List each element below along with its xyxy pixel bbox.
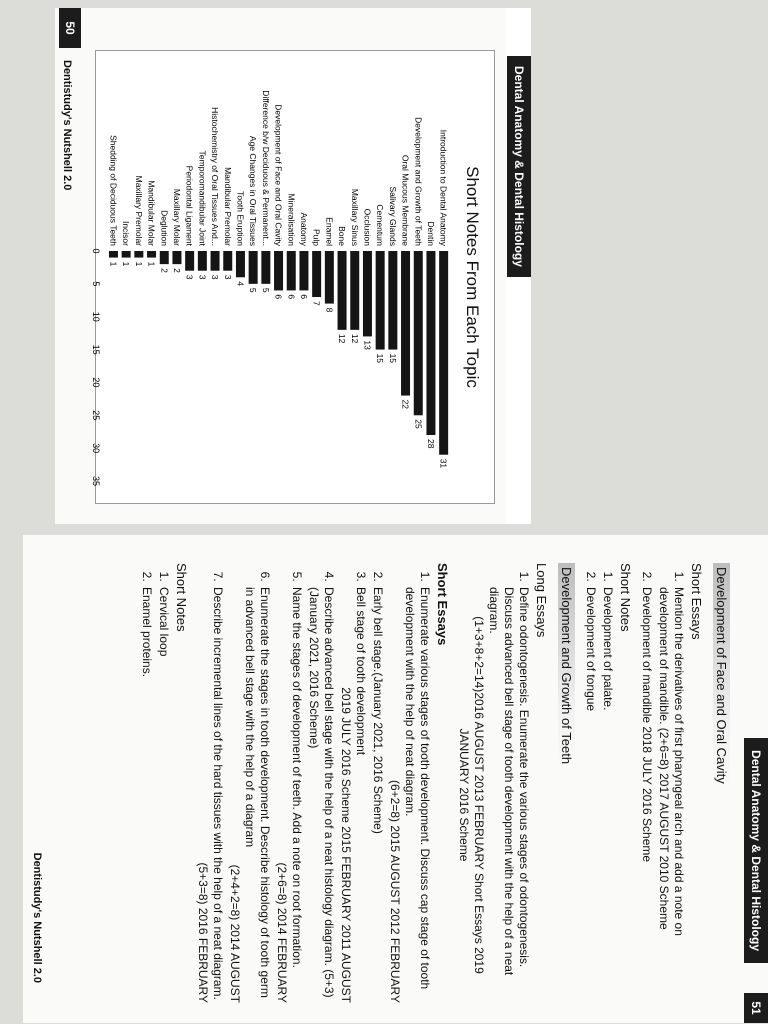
category-label: Tooth Eruption [235, 191, 246, 246]
right-page-content [137, 563, 736, 1003]
item-text: Describe advanced bell stage with the help of a neat histology diagram. (5+3) (January 2021, 2016 Scheme) [307, 587, 336, 998]
list-item [227, 585, 272, 1003]
left-page-number: 50 [59, 8, 81, 48]
item-ref: (1+3+8+2=14)2016 AUGUST 2013 FEBRUARY Short Essays 2019 JANUARY 2016 Scheme [457, 616, 486, 974]
data-label: 31 [438, 458, 449, 469]
data-label: 2 [171, 268, 182, 273]
data-label: 6 [273, 294, 284, 300]
section-title-teeth: Development and Growth of Teeth [558, 563, 575, 770]
category-label: Maxillary Molar [171, 188, 182, 246]
item-text: Early bell stage.(January 2021, 2016 Scheme) [371, 587, 385, 834]
tick-label: 15 [91, 344, 102, 355]
bar [325, 251, 334, 304]
tick-label: 35 [91, 475, 102, 487]
bar [223, 251, 232, 271]
category-label: Enamel [324, 217, 335, 246]
left-header-band [506, 8, 531, 524]
tick-label: 0 [91, 248, 102, 254]
data-label: 28 [425, 439, 436, 449]
category-label: Dentin [425, 221, 436, 246]
data-label: 7 [311, 301, 322, 306]
tick-label: 25 [91, 410, 102, 421]
data-label: 12 [349, 333, 360, 344]
list-item [370, 585, 385, 1003]
data-label: 15 [387, 353, 398, 364]
chart-frame [91, 50, 495, 504]
item-ref: (6+2=8) 2015 AUGUST 2012 FEBRUARY [388, 779, 402, 1003]
subhead-short-notes-2: Short Notes [174, 563, 189, 632]
item-text: Mention the derivatives of first pharyngeal arch and add a note on development of mandible. (2+6=8) 2017 AUGUST 2010 Scheme [657, 587, 686, 936]
data-label: 8 [324, 307, 335, 313]
bar [261, 251, 270, 284]
category-label: Deglution [159, 210, 170, 246]
data-label: 4 [235, 281, 246, 287]
item-text: Enumerate the stages in tooth development. Describe histology of tooth germ in advanced bell stage with the help of a diagram [243, 587, 272, 998]
tick-label: 20 [91, 377, 102, 388]
bar [401, 251, 410, 396]
tick-label: 30 [91, 443, 102, 454]
bar [287, 251, 296, 290]
list-short-essays-2 [195, 563, 432, 1003]
data-label: 1 [146, 261, 157, 267]
item-text: Define odontogenesis. Enumerate the various stages of odontogenesis. Discuss advanced bell stage of tooth development with the help of a neat diagram. [487, 587, 531, 976]
item-text: Enumerate various stages of tooth development. Discuss cap stage of tooth development with the help of neat diagram. [403, 587, 432, 990]
list-short-notes-1 [583, 563, 615, 1003]
data-label: 1 [121, 261, 132, 267]
list-short-essays-1 [639, 563, 686, 1003]
data-label: 3 [197, 274, 208, 280]
right-footer-text: Dentistudy's Nutshell 2.0 [31, 852, 43, 983]
bar [109, 251, 118, 258]
list-short-notes-2 [139, 563, 171, 1003]
bar [147, 251, 156, 258]
list-item [456, 585, 531, 1003]
category-label: Age Changes in Oral Tissues [248, 135, 259, 246]
category-label: Histochemistry of Oral Tissues And... [210, 107, 221, 246]
category-label: Oral Mucous Membrane [400, 154, 411, 246]
subhead-short-notes-1: Short Notes [618, 563, 633, 632]
category-label: Mandibular Premolar [222, 167, 233, 246]
subhead-short-essays-2: Short Essays [435, 563, 450, 646]
item-text: Name the stages of development of teeth. Add a note on root formation. [290, 587, 304, 968]
category-label: Development of Face and Oral Cavity [273, 104, 284, 246]
category-label: Introduction to Dental Anatomy [438, 129, 449, 246]
subhead-long-essays: Long Essays [534, 563, 549, 638]
right-page [23, 535, 768, 1023]
category-label: Bone [337, 226, 348, 246]
list-item: 2. Development of tongue [583, 585, 598, 1003]
item-text: Development of mandible 2018 JULY 2016 Scheme [640, 587, 654, 863]
data-label: 3 [222, 274, 233, 280]
bar-chart [91, 51, 494, 503]
bar [160, 251, 169, 264]
data-label: 6 [298, 294, 309, 300]
category-label: Shedding of Deciduous Teeth [108, 135, 119, 246]
left-footer [55, 8, 85, 524]
bar [312, 251, 321, 297]
category-label: Periodontal Ligament [184, 165, 195, 246]
bar [198, 251, 207, 271]
bar [172, 251, 181, 264]
tick-label: 5 [91, 281, 102, 287]
bar [426, 251, 435, 435]
bar [249, 251, 258, 284]
list-item [639, 585, 654, 1003]
list-item: 2. Enamel proteins. [139, 585, 154, 1003]
category-label: Maxillary Premolar [133, 175, 144, 246]
bar [274, 251, 283, 290]
item-text: Bell stage of tooth development [354, 587, 368, 756]
bar [376, 251, 385, 350]
category-label: Salivary Glands [387, 186, 398, 246]
category-label: Mineralisation [286, 193, 297, 246]
list-long-essays [456, 563, 531, 1003]
right-page-number: 51 [744, 993, 768, 1023]
bar [350, 251, 359, 330]
data-label: 6 [286, 294, 297, 300]
list-item: 1. Development of palate. [600, 585, 615, 1003]
bar [185, 251, 194, 271]
bar [414, 251, 423, 415]
tick-label: 10 [91, 311, 102, 322]
left-footer-text: Dentistudy's Nutshell 2.0 [61, 60, 73, 191]
item-ref: (2+6=8) 2014 FEBRUARY [275, 862, 289, 1003]
list-item [656, 585, 686, 1003]
category-label: Pulp [311, 228, 322, 246]
data-label: 5 [248, 287, 259, 293]
item-ref: (2+4+2=8) 2014 AUGUST [228, 864, 242, 1003]
category-label: Occlusion [362, 208, 373, 246]
category-label: Maxillary Sinus [349, 188, 360, 246]
bar [236, 251, 245, 277]
bar [134, 251, 143, 258]
list-item [195, 585, 225, 1003]
subhead-short-essays-1: Short Essays [689, 563, 704, 640]
chart-title: Short Notes From Each Topic [463, 166, 482, 388]
category-label: Difference b/w Deciduous & Permanent... [260, 90, 271, 246]
list-item [274, 585, 304, 1003]
bar [439, 251, 448, 455]
category-label: Incisor [121, 220, 132, 246]
data-label: 22 [400, 399, 411, 410]
data-label: 12 [337, 333, 348, 344]
category-label: Cementum [375, 204, 386, 246]
list-item [338, 585, 368, 1003]
data-label: 13 [362, 340, 373, 350]
section-title-face: Development of Face and Oral Cavity [713, 563, 730, 790]
category-label: Temporomandibular Joint [197, 150, 208, 246]
data-label: 1 [108, 261, 119, 267]
list-item [306, 585, 336, 1003]
data-label: 3 [210, 274, 221, 280]
bar [388, 251, 397, 350]
list-item [387, 585, 432, 1003]
item-ref: 2019 JULY 2016 Scheme 2015 FEBRUARY 2011 AUGUST [339, 687, 353, 1003]
bar [122, 251, 131, 258]
category-label: Anatomy [298, 212, 309, 246]
data-label: 15 [375, 353, 386, 364]
item-text: Describe incremental lines of the hard tissues with the help of a neat diagram. [211, 587, 225, 1000]
data-label: 3 [184, 274, 195, 280]
bar [363, 251, 372, 336]
left-page [55, 8, 531, 524]
data-label: 1 [133, 261, 144, 267]
list-item: 1. Cervical loop [156, 585, 171, 1003]
bar [211, 251, 220, 271]
data-label: 5 [260, 287, 271, 293]
data-label: 2 [159, 268, 170, 273]
category-label: Development and Growth of Teeth [413, 117, 424, 246]
bar [338, 251, 347, 330]
bar [299, 251, 308, 290]
data-label: 25 [413, 419, 424, 429]
item-ref: (5+3=8) 2016 FEBRUARY [196, 862, 210, 1003]
right-header-tag: Dental Anatomy & Dental Histology [744, 738, 768, 963]
category-label: Mandibular Molar [146, 180, 157, 246]
left-header-tag: Dental Anatomy & Dental Histology [507, 56, 531, 277]
